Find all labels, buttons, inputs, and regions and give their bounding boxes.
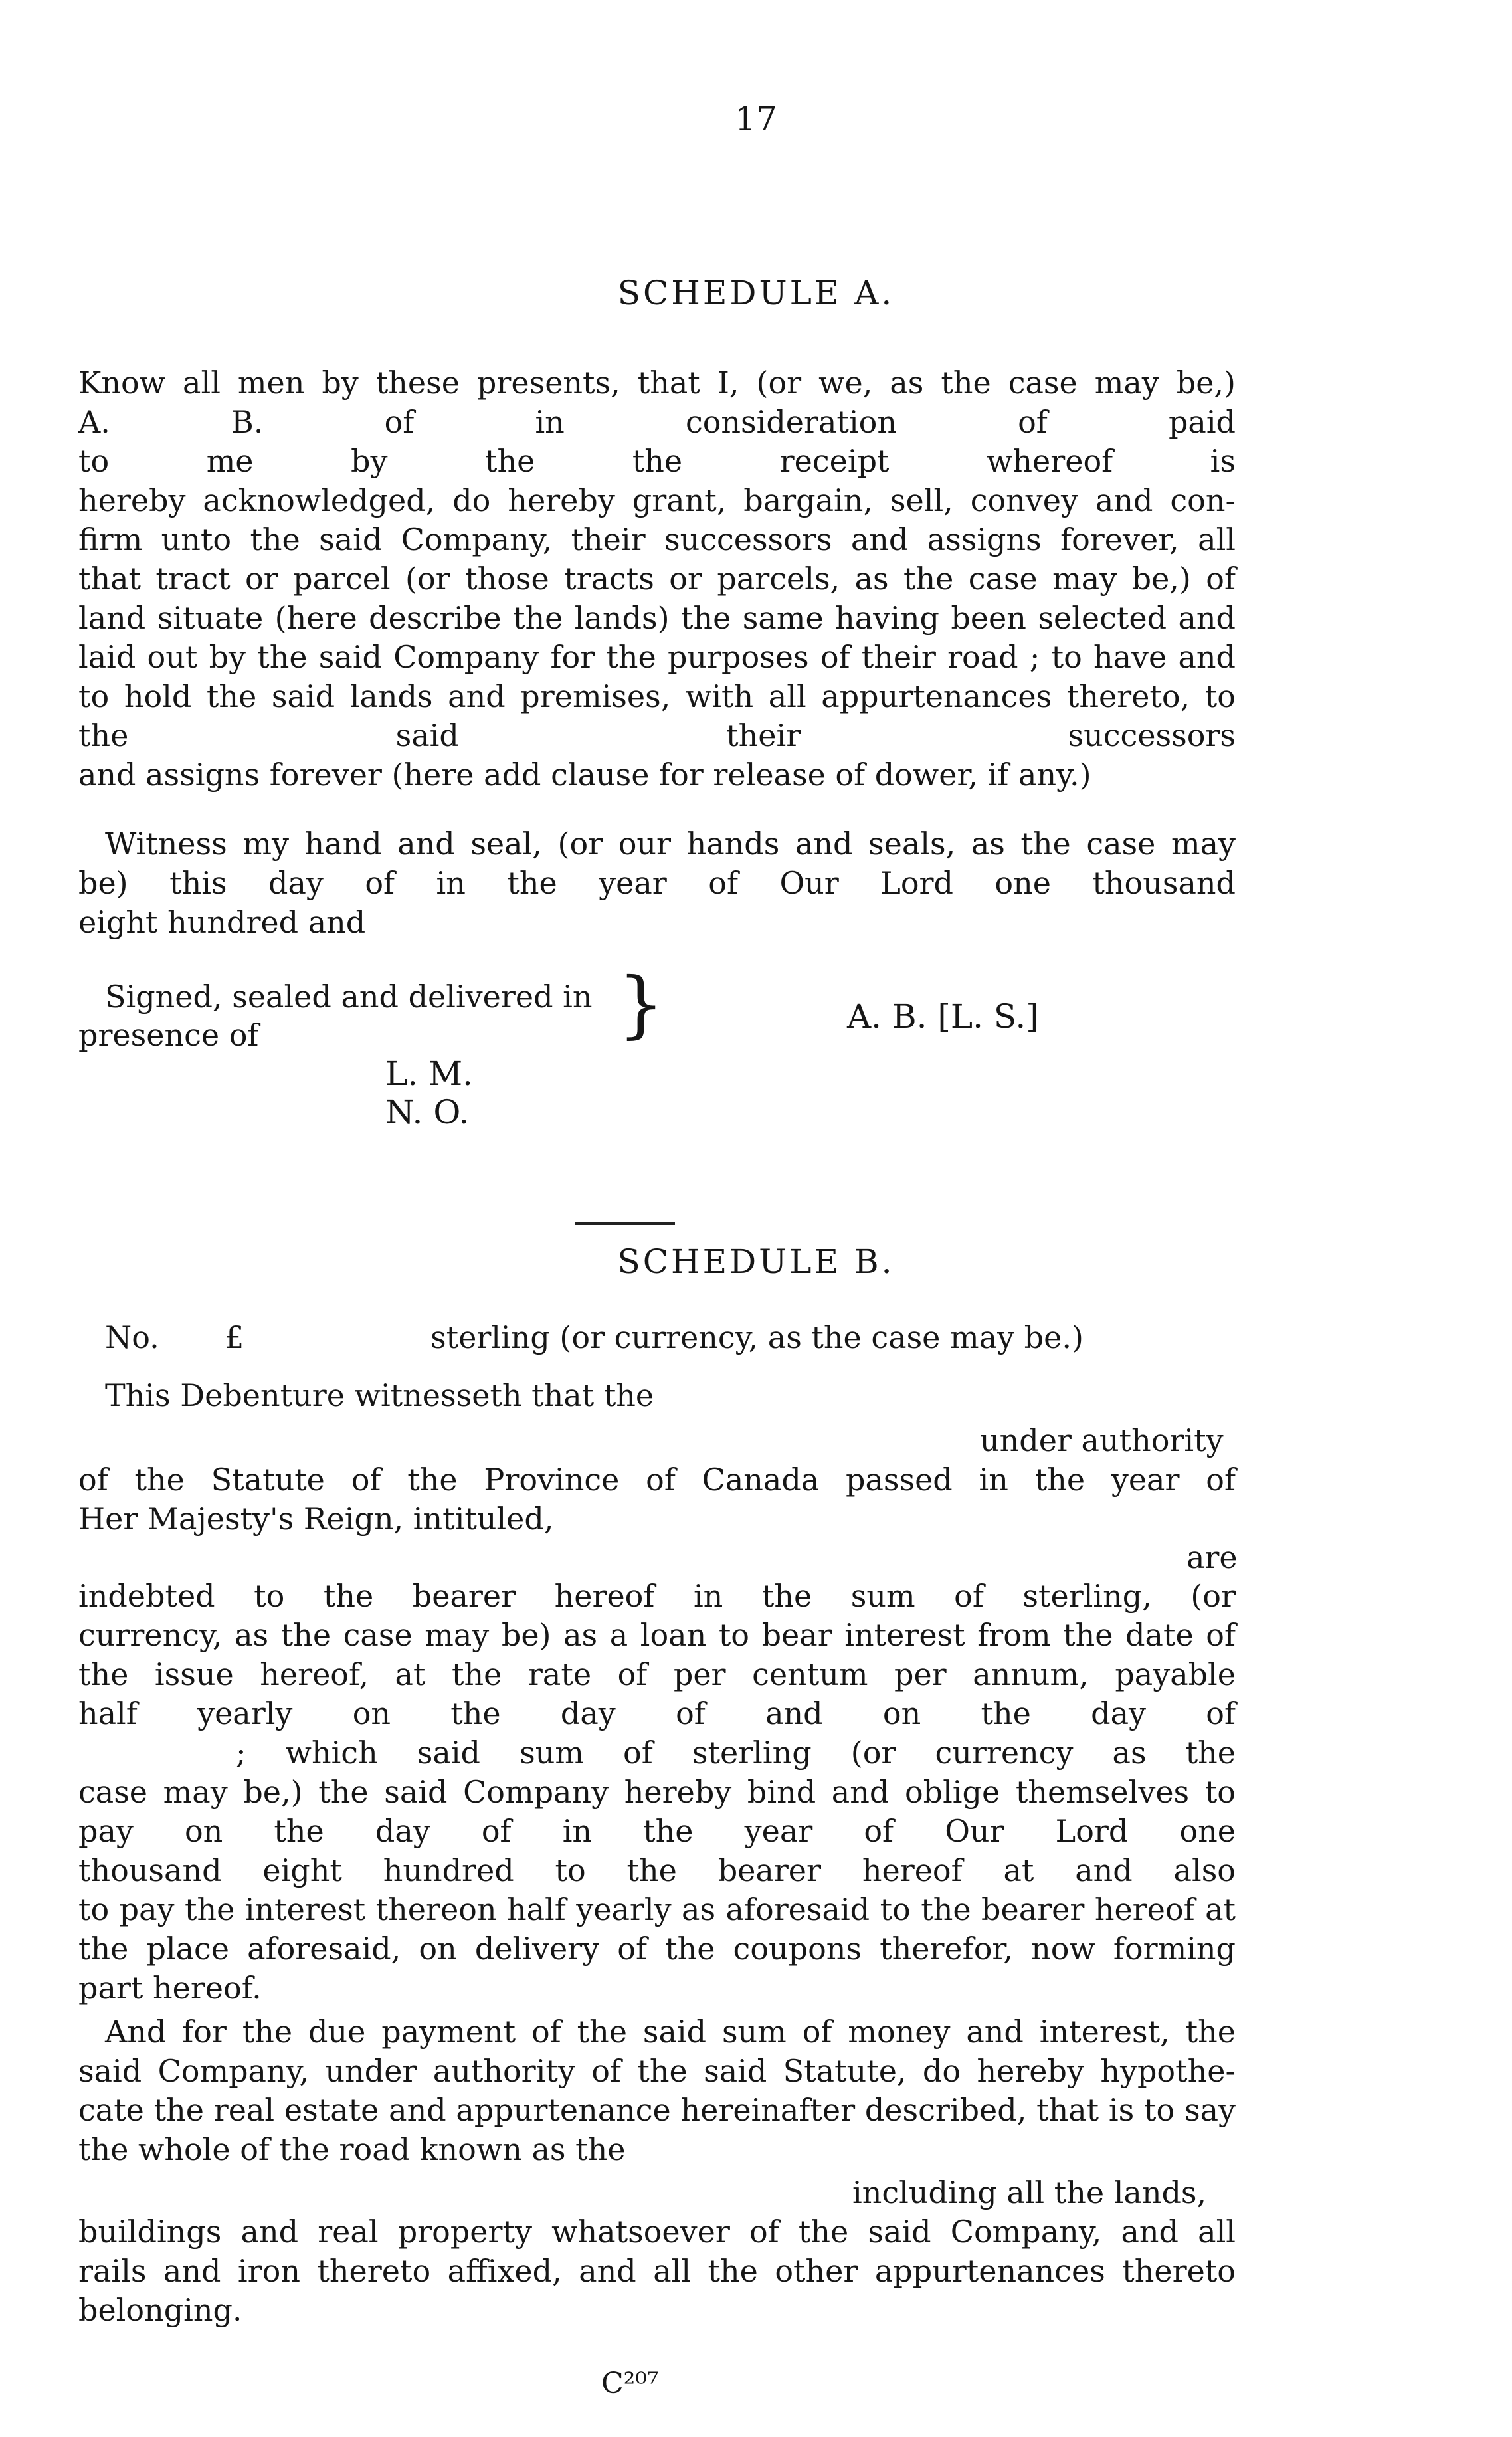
debenture-line: under authority [980,1422,1224,1458]
debenture-line: Her Majesty's Reign, intituled, [78,1501,554,1537]
schedule-a-heading: SCHEDULE A. [617,274,895,312]
hypothecation-line: including all the lands, [852,2175,1207,2210]
page-number: 17 [735,100,777,138]
schedule-a-line: land situate (here describe the lands) the same having been selected and [78,600,1236,636]
debenture-line: pay on the day of in the year of Our Lord one [78,1813,1236,1849]
hypothecation-line: belonging. [78,2292,242,2328]
pound-sign: £ [225,1319,244,1355]
schedule-a-line: hereby acknowledged, do hereby grant, bargain, sell, convey and con- [78,482,1236,518]
hypothecation-line: cate the real estate and appurtenance hereinafter described, that is to say [78,2092,1236,2128]
schedule-a-line: to hold the said lands and premises, with all appurtenances thereto, to [78,678,1236,714]
witness-name: L. M. [385,1054,474,1093]
debenture-line: currency, as the case may be) as a loan to bear interest from the date of [78,1617,1236,1653]
schedule-b-heading: SCHEDULE B. [617,1242,895,1281]
signatory-seal: A. B. [L. S.] [847,997,1039,1036]
schedule-a-line: A. B. of in consideration of paid [78,404,1236,440]
section-divider [575,1222,675,1225]
hypothecation-line: buildings and real property whatsoever of the said Company, and all [78,2214,1236,2250]
schedule-a-line: Know all men by these presents, that I, (or we, as the case may be,) [78,365,1236,401]
debenture-line: indebted to the bearer hereof in the sum of sterling, (or [78,1578,1236,1614]
debenture-line: of the Statute of the Province of Canada passed in the year of [78,1462,1236,1498]
signature-brace: } [618,961,664,1046]
schedule-a-line: the said their successors [78,718,1236,753]
schedule-a-line: laid out by the said Company for the purposes of their road ; to have and [78,639,1236,675]
hypothecation-line: rails and iron thereto affixed, and all the other appurtenances thereto [78,2253,1236,2289]
schedule-a-line: to me by the the receipt whereof is [78,443,1236,479]
debenture-line: the place aforesaid, on delivery of the coupons therefor, now forming [78,1931,1236,1967]
debenture-line: to pay the interest thereon half yearly as aforesaid to the bearer hereof at [78,1892,1236,1927]
signed-sealed-text: Signed, sealed and delivered in [105,979,593,1015]
witness-line: be) this day of in the year of Our Lord one thousand [78,865,1236,901]
hypothecation-line: said Company, under authority of the said Statute, do hereby hypothe- [78,2053,1236,2089]
debenture-line: thousand eight hundred to the bearer hereof at and also [78,1852,1236,1888]
schedule-a-line: and assigns forever (here add clause for release of dower, if any.) [78,757,1091,793]
signature-mark: C²⁰⁷ [601,2367,659,2400]
witness-line: eight hundred and [78,904,366,940]
debenture-line: half yearly on the day of and on the day of [78,1696,1236,1731]
debenture-line: the issue hereof, at the rate of per centum per annum, payable [78,1656,1236,1692]
hypothecation-line: the whole of the road known as the [78,2131,626,2167]
debenture-number-label: No. [105,1319,159,1355]
debenture-line: case may be,) the said Company hereby bind and oblige themselves to [78,1774,1236,1810]
sterling-line: sterling (or currency, as the case may be.) [430,1319,1084,1355]
debenture-line: This Debenture witnesseth that the [105,1377,654,1413]
hypothecation-line: And for the due payment of the said sum of money and interest, the [105,2014,1236,2050]
debenture-line: are [1186,1539,1238,1575]
presence-of-text: presence of [78,1017,259,1053]
schedule-a-line: firm unto the said Company, their successors and assigns forever, all [78,522,1236,557]
witness-line: Witness my hand and seal, (or our hands and seals, as the case may [105,826,1236,862]
debenture-line: ; which said sum of sterling (or currency as the [236,1735,1236,1771]
debenture-line: part hereof. [78,1970,262,2006]
witness-name: N. O. [385,1093,470,1131]
schedule-a-line: that tract or parcel (or those tracts or parcels, as the case may be,) of [78,561,1236,597]
